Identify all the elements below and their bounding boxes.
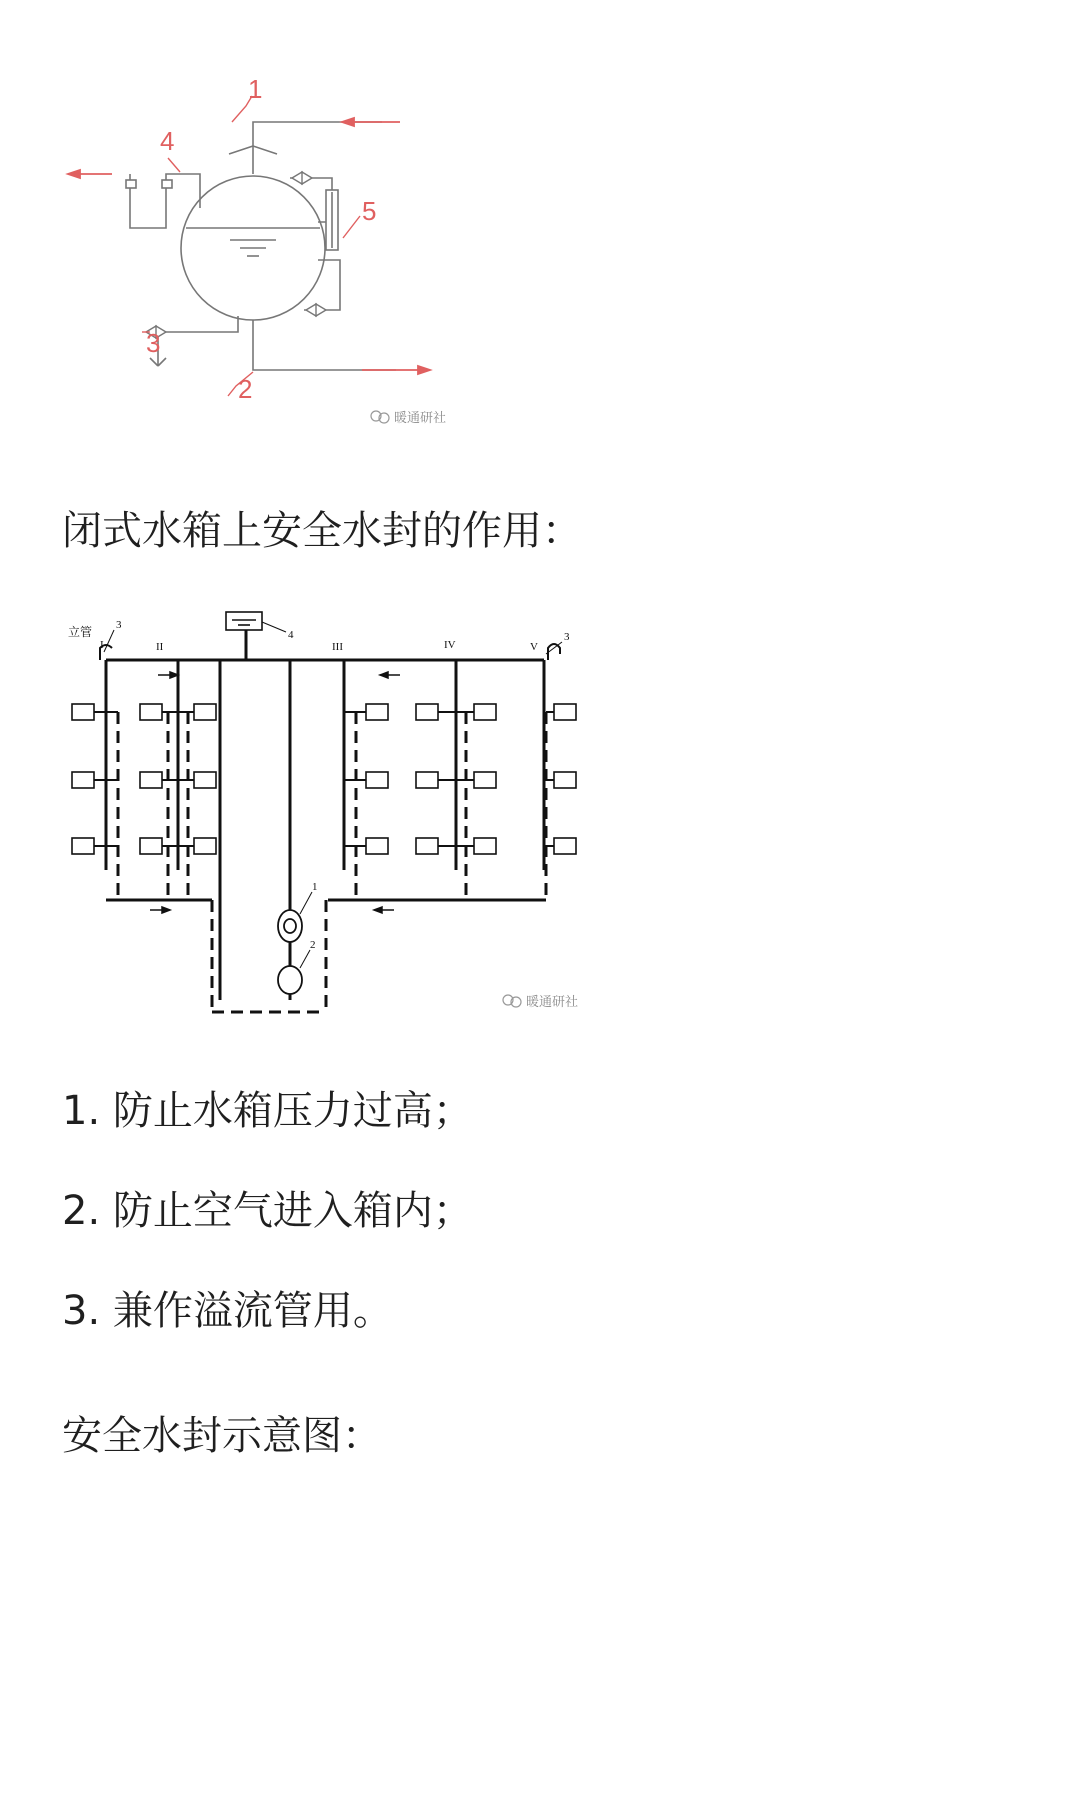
callout-3-right: 3 — [564, 631, 570, 643]
riser-III: III — [332, 641, 343, 653]
riser-V: V — [530, 641, 538, 653]
svg-text:暖通研社: 暖通研社 — [394, 411, 447, 426]
list-item: 2. 防止空气进入箱内； — [62, 1188, 473, 1234]
watermark — [503, 994, 578, 1010]
callout-1: 1 — [248, 74, 263, 104]
callout-4: 4 — [160, 126, 175, 156]
riser-II: II — [156, 641, 164, 653]
arrow-in-icon — [342, 118, 354, 126]
radiator-icon — [366, 704, 388, 854]
inlet-pipe — [253, 122, 382, 174]
arrow-out-icon — [418, 366, 430, 374]
riser-label: 立管 — [68, 625, 93, 639]
drain-pipe — [158, 316, 238, 366]
heading-seal-diagram: 安全水封示意图： — [62, 1413, 382, 1459]
expansion-tank — [226, 612, 262, 630]
valve-icon — [292, 172, 312, 184]
radiator-icon — [416, 704, 438, 854]
riser-system-diagram — [60, 600, 620, 1030]
tank-diagram — [60, 70, 520, 430]
callout-3: 3 — [146, 328, 161, 358]
riser-IV: IV — [444, 639, 456, 651]
svg-text:暖通研社: 暖通研社 — [526, 995, 579, 1010]
callout-2: 2 — [238, 374, 253, 404]
valve-icon — [306, 304, 326, 316]
radiator-icon — [554, 704, 576, 854]
radiator-icon — [140, 704, 162, 854]
callout-2: 2 — [310, 939, 316, 951]
radiator-icon — [474, 704, 496, 854]
callout-3-left: 3 — [116, 619, 122, 631]
radiator-icon — [72, 704, 94, 854]
callout-5: 5 — [362, 196, 377, 226]
list-item: 3. 兼作溢流管用。 — [62, 1288, 393, 1334]
callout-1: 1 — [312, 881, 318, 893]
list-item: 1. 防止水箱压力过高； — [62, 1088, 473, 1134]
callout-4: 4 — [288, 629, 294, 641]
heading-seal-function: 闭式水箱上安全水封的作用： — [62, 508, 582, 554]
riser-I: I — [100, 639, 104, 651]
arrow-left-icon — [68, 170, 80, 178]
watermark — [371, 410, 446, 426]
outlet-pipe — [253, 320, 396, 370]
boiler-icon — [278, 966, 302, 994]
radiator-icon — [194, 704, 216, 854]
